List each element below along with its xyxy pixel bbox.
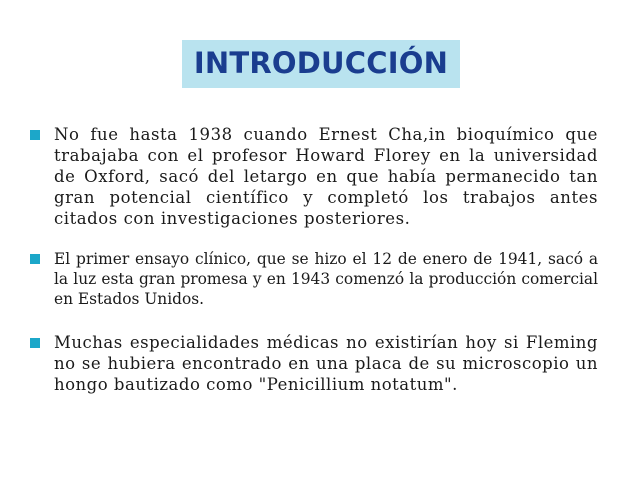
bullet-item bbox=[30, 332, 598, 395]
bullet-item bbox=[30, 124, 598, 229]
bullet-list bbox=[30, 124, 598, 395]
square-bullet-icon bbox=[30, 338, 40, 348]
bullet-text: El primer ensayo clínico, que se hizo el 12 de enero de 1941, sacó a la luz esta gran promesa y en 1943 comenzó la producción comercial en Estados Unidos. bbox=[54, 250, 598, 308]
bullet-item bbox=[30, 249, 598, 309]
slide-title: INTRODUCCIÓN bbox=[193, 46, 449, 80]
bullet-text: No fue hasta 1938 cuando Ernest Cha,in bioquímico que trabajaba con el profesor Howard Florey en la universidad de Oxford, sacó del letargo en que había permanecido tan gran potencial científico y completó los trabajos antes citados con investigaciones posteriores. bbox=[54, 125, 598, 228]
square-bullet-icon bbox=[30, 254, 40, 264]
square-bullet-icon bbox=[30, 130, 40, 140]
bullet-text: Muchas especialidades médicas no existirían hoy si Fleming no se hubiera encontrado en una placa de su microscopio un hongo bautizado como "Penicillium notatum". bbox=[54, 333, 598, 394]
